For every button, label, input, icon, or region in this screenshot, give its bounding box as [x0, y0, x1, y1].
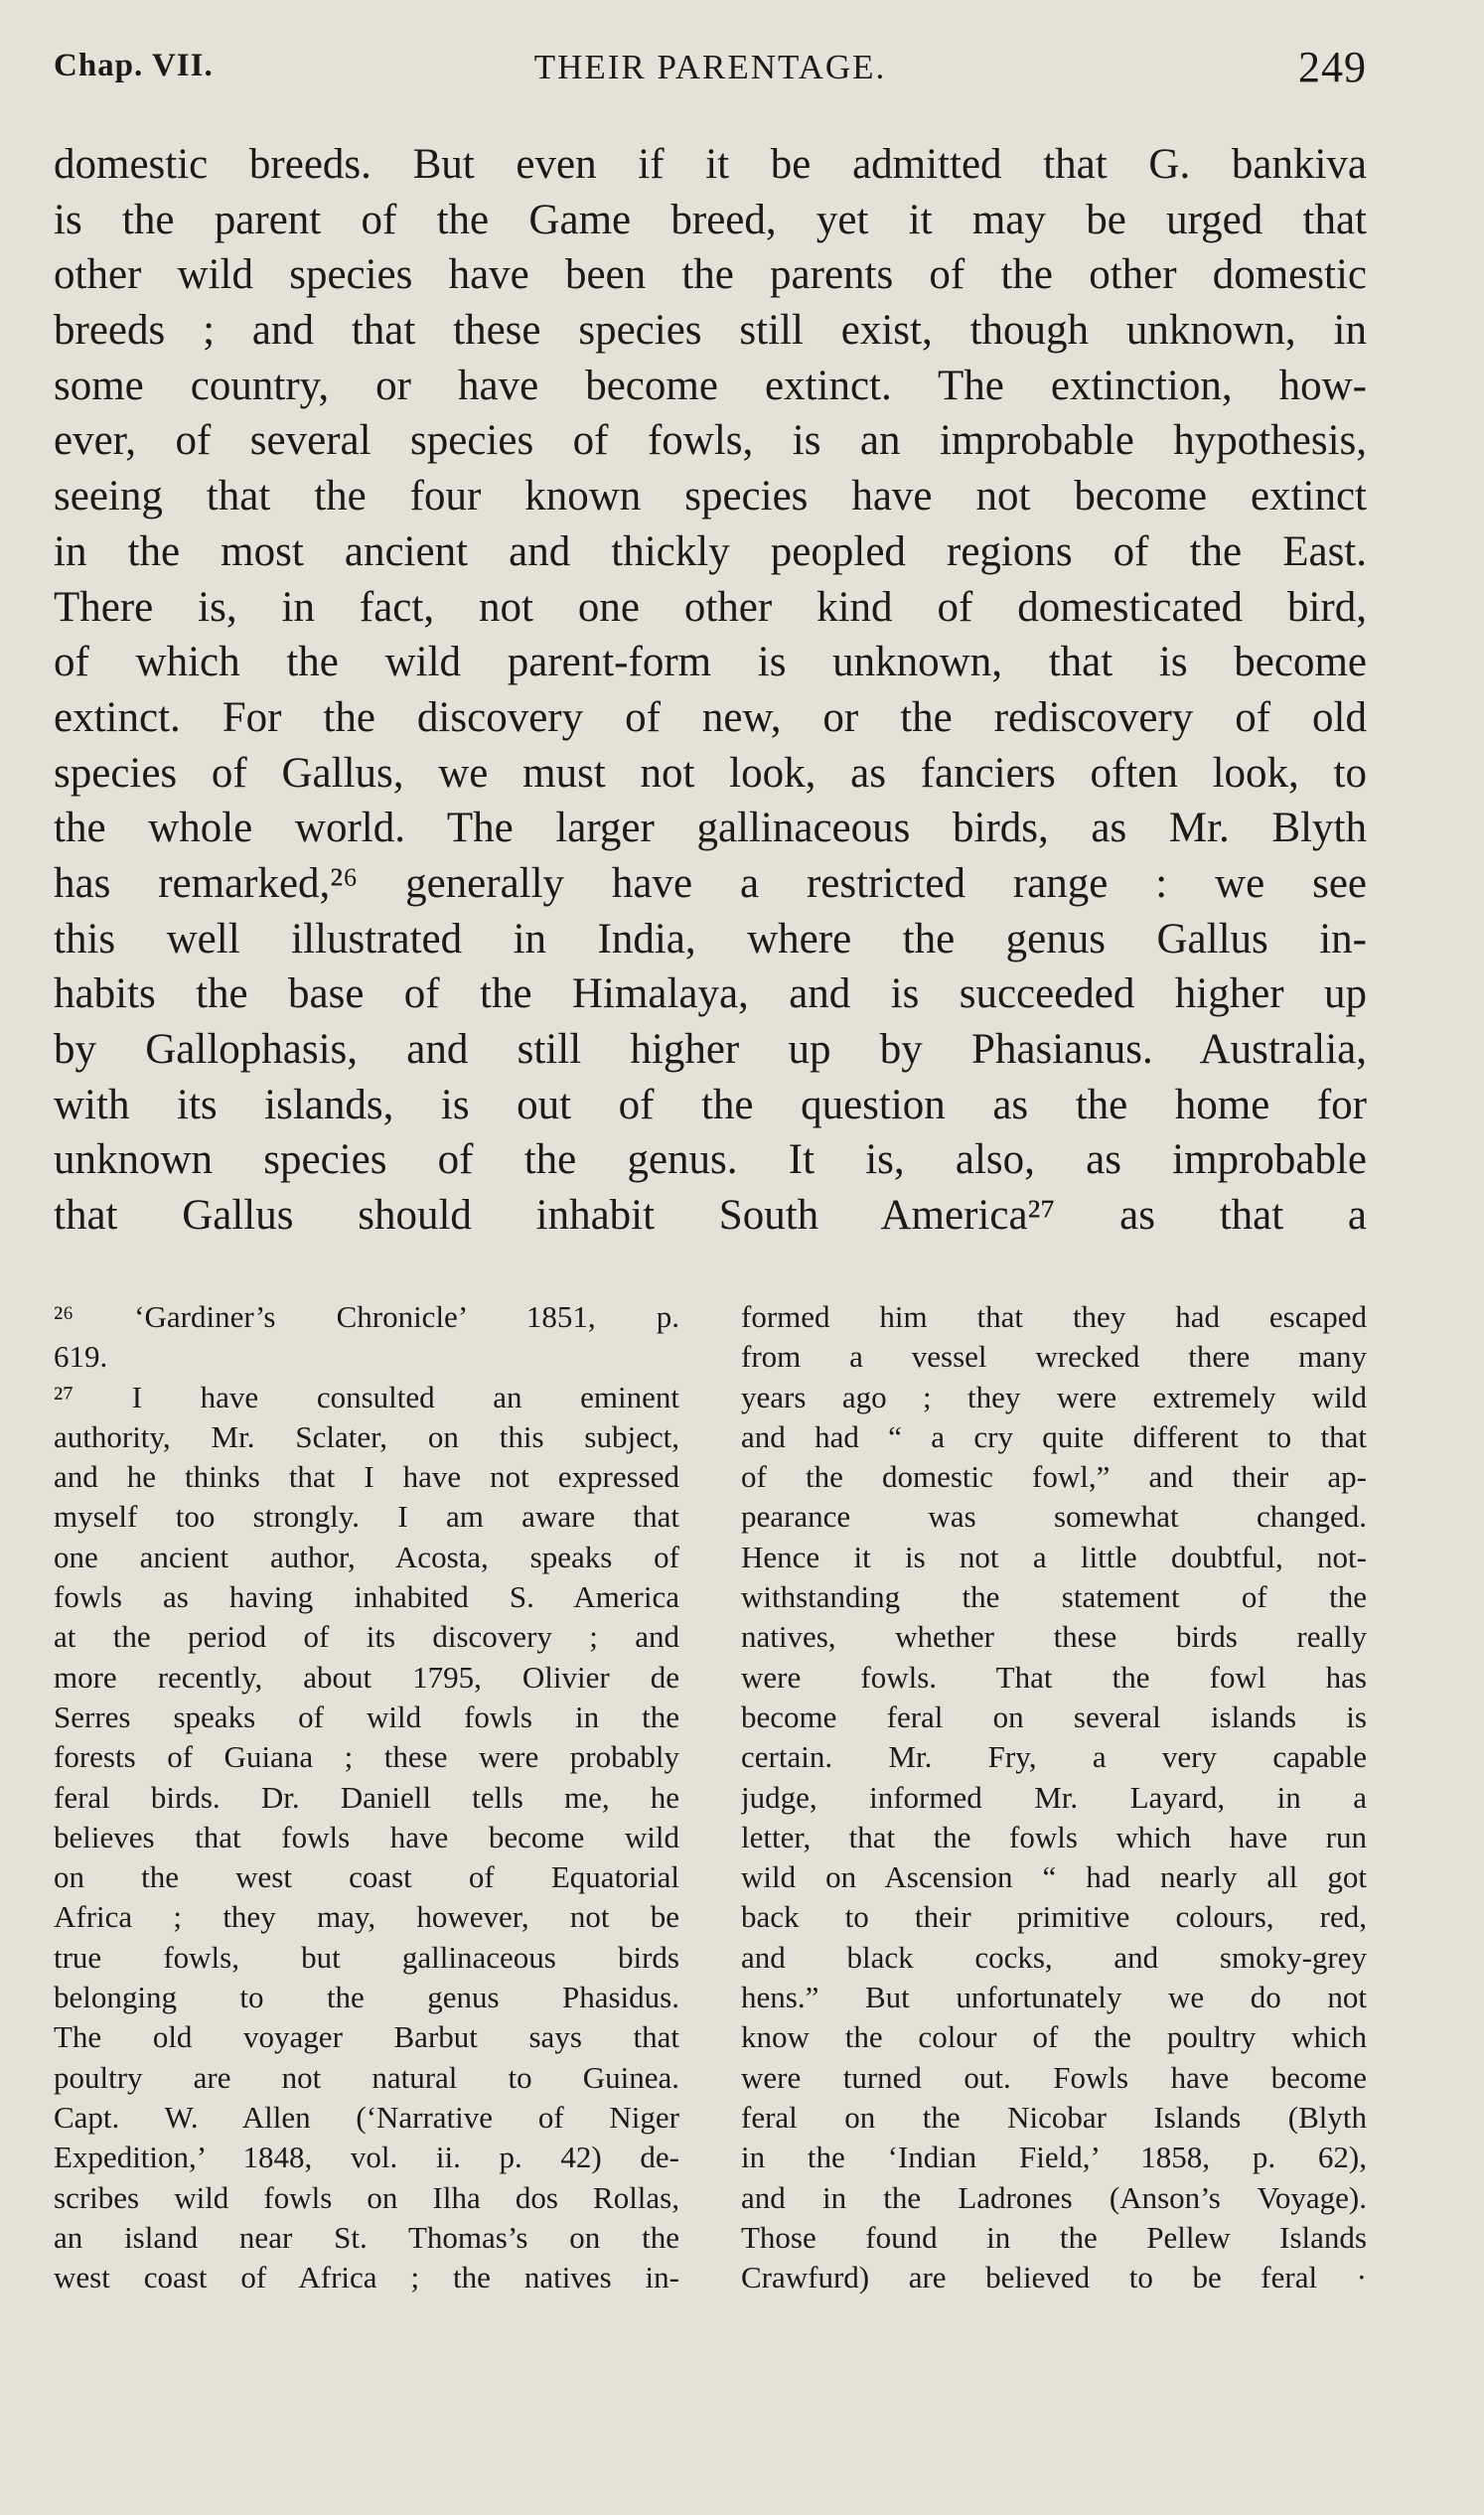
body-line: ever, of several species of fowls, is an improbable hypothesis, [54, 417, 1367, 465]
footnote-line: and black cocks, and smoky-grey [741, 1939, 1367, 1975]
body-line: is the parent of the Game breed, yet it may be urged that [54, 196, 1367, 243]
footnote-line: forests of Guiana ; these were probably [54, 1739, 679, 1775]
body-line: with its islands, is out of the question as the home for [54, 1081, 1367, 1128]
footnote-line: more recently, about 1795, Olivier de [54, 1659, 679, 1695]
footnote-line: withstanding the statement of the [741, 1579, 1367, 1615]
footnote-line: an island near St. Thomas’s on the [54, 2219, 679, 2255]
body-line: this well illustrated in India, where the genus Gallus in- [54, 915, 1367, 962]
footnote-line: become feral on several islands is [741, 1699, 1367, 1734]
footnote-line: pearance was somewhat changed. [741, 1499, 1367, 1535]
footnotes-left-column [54, 1297, 679, 2297]
body-line: in the most ancient and thickly peopled regions of the East. [54, 527, 1367, 575]
footnote-line: believes that fowls have become wild [54, 1819, 679, 1854]
footnote-line: Those found in the Pellew Islands [741, 2219, 1367, 2255]
body-line: domestic breeds. But even if it be admitted that G. bankiva [54, 141, 1367, 188]
footnote-line: on the west coast of Equatorial [54, 1859, 679, 1895]
running-head [54, 42, 1367, 89]
footnote-line: letter, that the fowls which have run [741, 1819, 1367, 1854]
body-line: the whole world. The larger gallinaceous birds, as Mr. Blyth [54, 805, 1367, 852]
footnote-line: feral on the Nicobar Islands (Blyth [741, 2099, 1367, 2135]
body-line: other wild species have been the parents of the other domestic [54, 251, 1367, 299]
running-title: THEIR PARENTAGE. [533, 48, 887, 86]
footnote-line: poultry are not natural to Guinea. [54, 2059, 679, 2095]
footnote-line: Expedition,’ 1848, vol. ii. p. 42) de- [54, 2140, 679, 2175]
footnote-line: hens.” But unfortunately we do not [741, 1980, 1367, 2015]
footnote-line: feral birds. Dr. Daniell tells me, he [54, 1779, 679, 1815]
body-line: has remarked,²⁶ generally have a restricted range : we see [54, 859, 1367, 907]
body-line: some country, or have become extinct. The extinction, how- [54, 362, 1367, 409]
footnote-line: at the period of its discovery ; and [54, 1619, 679, 1655]
footnote-line: natives, whether these birds really [741, 1619, 1367, 1655]
page-number: 249 [1298, 43, 1367, 91]
footnote-line: in the ‘Indian Field,’ 1858, p. 62), [741, 2140, 1367, 2175]
body-line: that Gallus should inhabit South America²⁷ as that a [54, 1192, 1367, 1240]
footnote-line: true fowls, but gallinaceous birds [54, 1939, 679, 1975]
footnote-line: wild on Ascension “ had nearly all got [741, 1859, 1367, 1895]
footnote-line: know the colour of the poultry which [741, 2019, 1367, 2055]
footnote-line: authority, Mr. Sclater, on this subject, [54, 1418, 679, 1454]
footnote-line: Serres speaks of wild fowls in the [54, 1699, 679, 1734]
footnote-line: Capt. W. Allen (‘Narrative of Niger [54, 2099, 679, 2135]
footnote-line: of the domestic fowl,” and their ap- [741, 1459, 1367, 1495]
footnote-line: myself too strongly. I am aware that [54, 1499, 679, 1535]
footnotes-right-column [741, 1297, 1367, 2297]
body-line: unknown species of the genus. It is, also, as improbable [54, 1136, 1367, 1184]
footnote-line: from a vessel wrecked there many [741, 1339, 1367, 1375]
footnote-line: and he thinks that I have not expressed [54, 1459, 679, 1495]
footnote-line: Crawfurd) are believed to be feral · [741, 2260, 1367, 2295]
chapter-label: Chap. VII. [54, 48, 214, 83]
footnote-line: formed him that they had escaped [741, 1299, 1367, 1334]
body-text [54, 137, 1367, 1244]
footnote-line: one ancient author, Acosta, speaks of [54, 1539, 679, 1574]
body-line: seeing that the four known species have not become extinct [54, 473, 1367, 520]
footnote-line: belonging to the genus Phasidus. [54, 1980, 679, 2015]
footnote-line: years ago ; they were extremely wild [741, 1379, 1367, 1414]
footnote-line: were turned out. Fowls have become [741, 2059, 1367, 2095]
footnote-line: were fowls. That the fowl has [741, 1659, 1367, 1695]
footnote-line: 619. [54, 1339, 108, 1375]
body-line: There is, in fact, not one other kind of domesticated bird, [54, 583, 1367, 631]
footnote-line: ²⁷ I have consulted an eminent [54, 1379, 679, 1414]
body-line: habits the base of the Himalaya, and is succeeded higher up [54, 970, 1367, 1018]
footnote-line: west coast of Africa ; the natives in- [54, 2260, 679, 2295]
footnote-line: back to their primitive colours, red, [741, 1899, 1367, 1935]
body-line: breeds ; and that these species still exist, though unknown, in [54, 307, 1367, 355]
footnote-line: and had “ a cry quite different to that [741, 1418, 1367, 1454]
footnote-line: Africa ; they may, however, not be [54, 1899, 679, 1935]
body-line: by Gallophasis, and still higher up by Phasianus. Australia, [54, 1026, 1367, 1073]
footnote-line: certain. Mr. Fry, a very capable [741, 1739, 1367, 1775]
footnote-line: scribes wild fowls on Ilha dos Rollas, [54, 2179, 679, 2215]
footnote-line: and in the Ladrones (Anson’s Voyage). [741, 2179, 1367, 2215]
footnote-line: Hence it is not a little doubtful, not- [741, 1539, 1367, 1574]
body-line: species of Gallus, we must not look, as fanciers often look, to [54, 749, 1367, 797]
body-line: extinct. For the discovery of new, or the rediscovery of old [54, 693, 1367, 741]
footnote-line: judge, informed Mr. Layard, in a [741, 1779, 1367, 1815]
footnote-line: The old voyager Barbut says that [54, 2019, 679, 2055]
footnote-line: ²⁶ ‘Gardiner’s Chronicle’ 1851, p. [54, 1299, 679, 1334]
footnote-line: fowls as having inhabited S. America [54, 1579, 679, 1615]
body-line: of which the wild parent-form is unknown, that is become [54, 639, 1367, 686]
